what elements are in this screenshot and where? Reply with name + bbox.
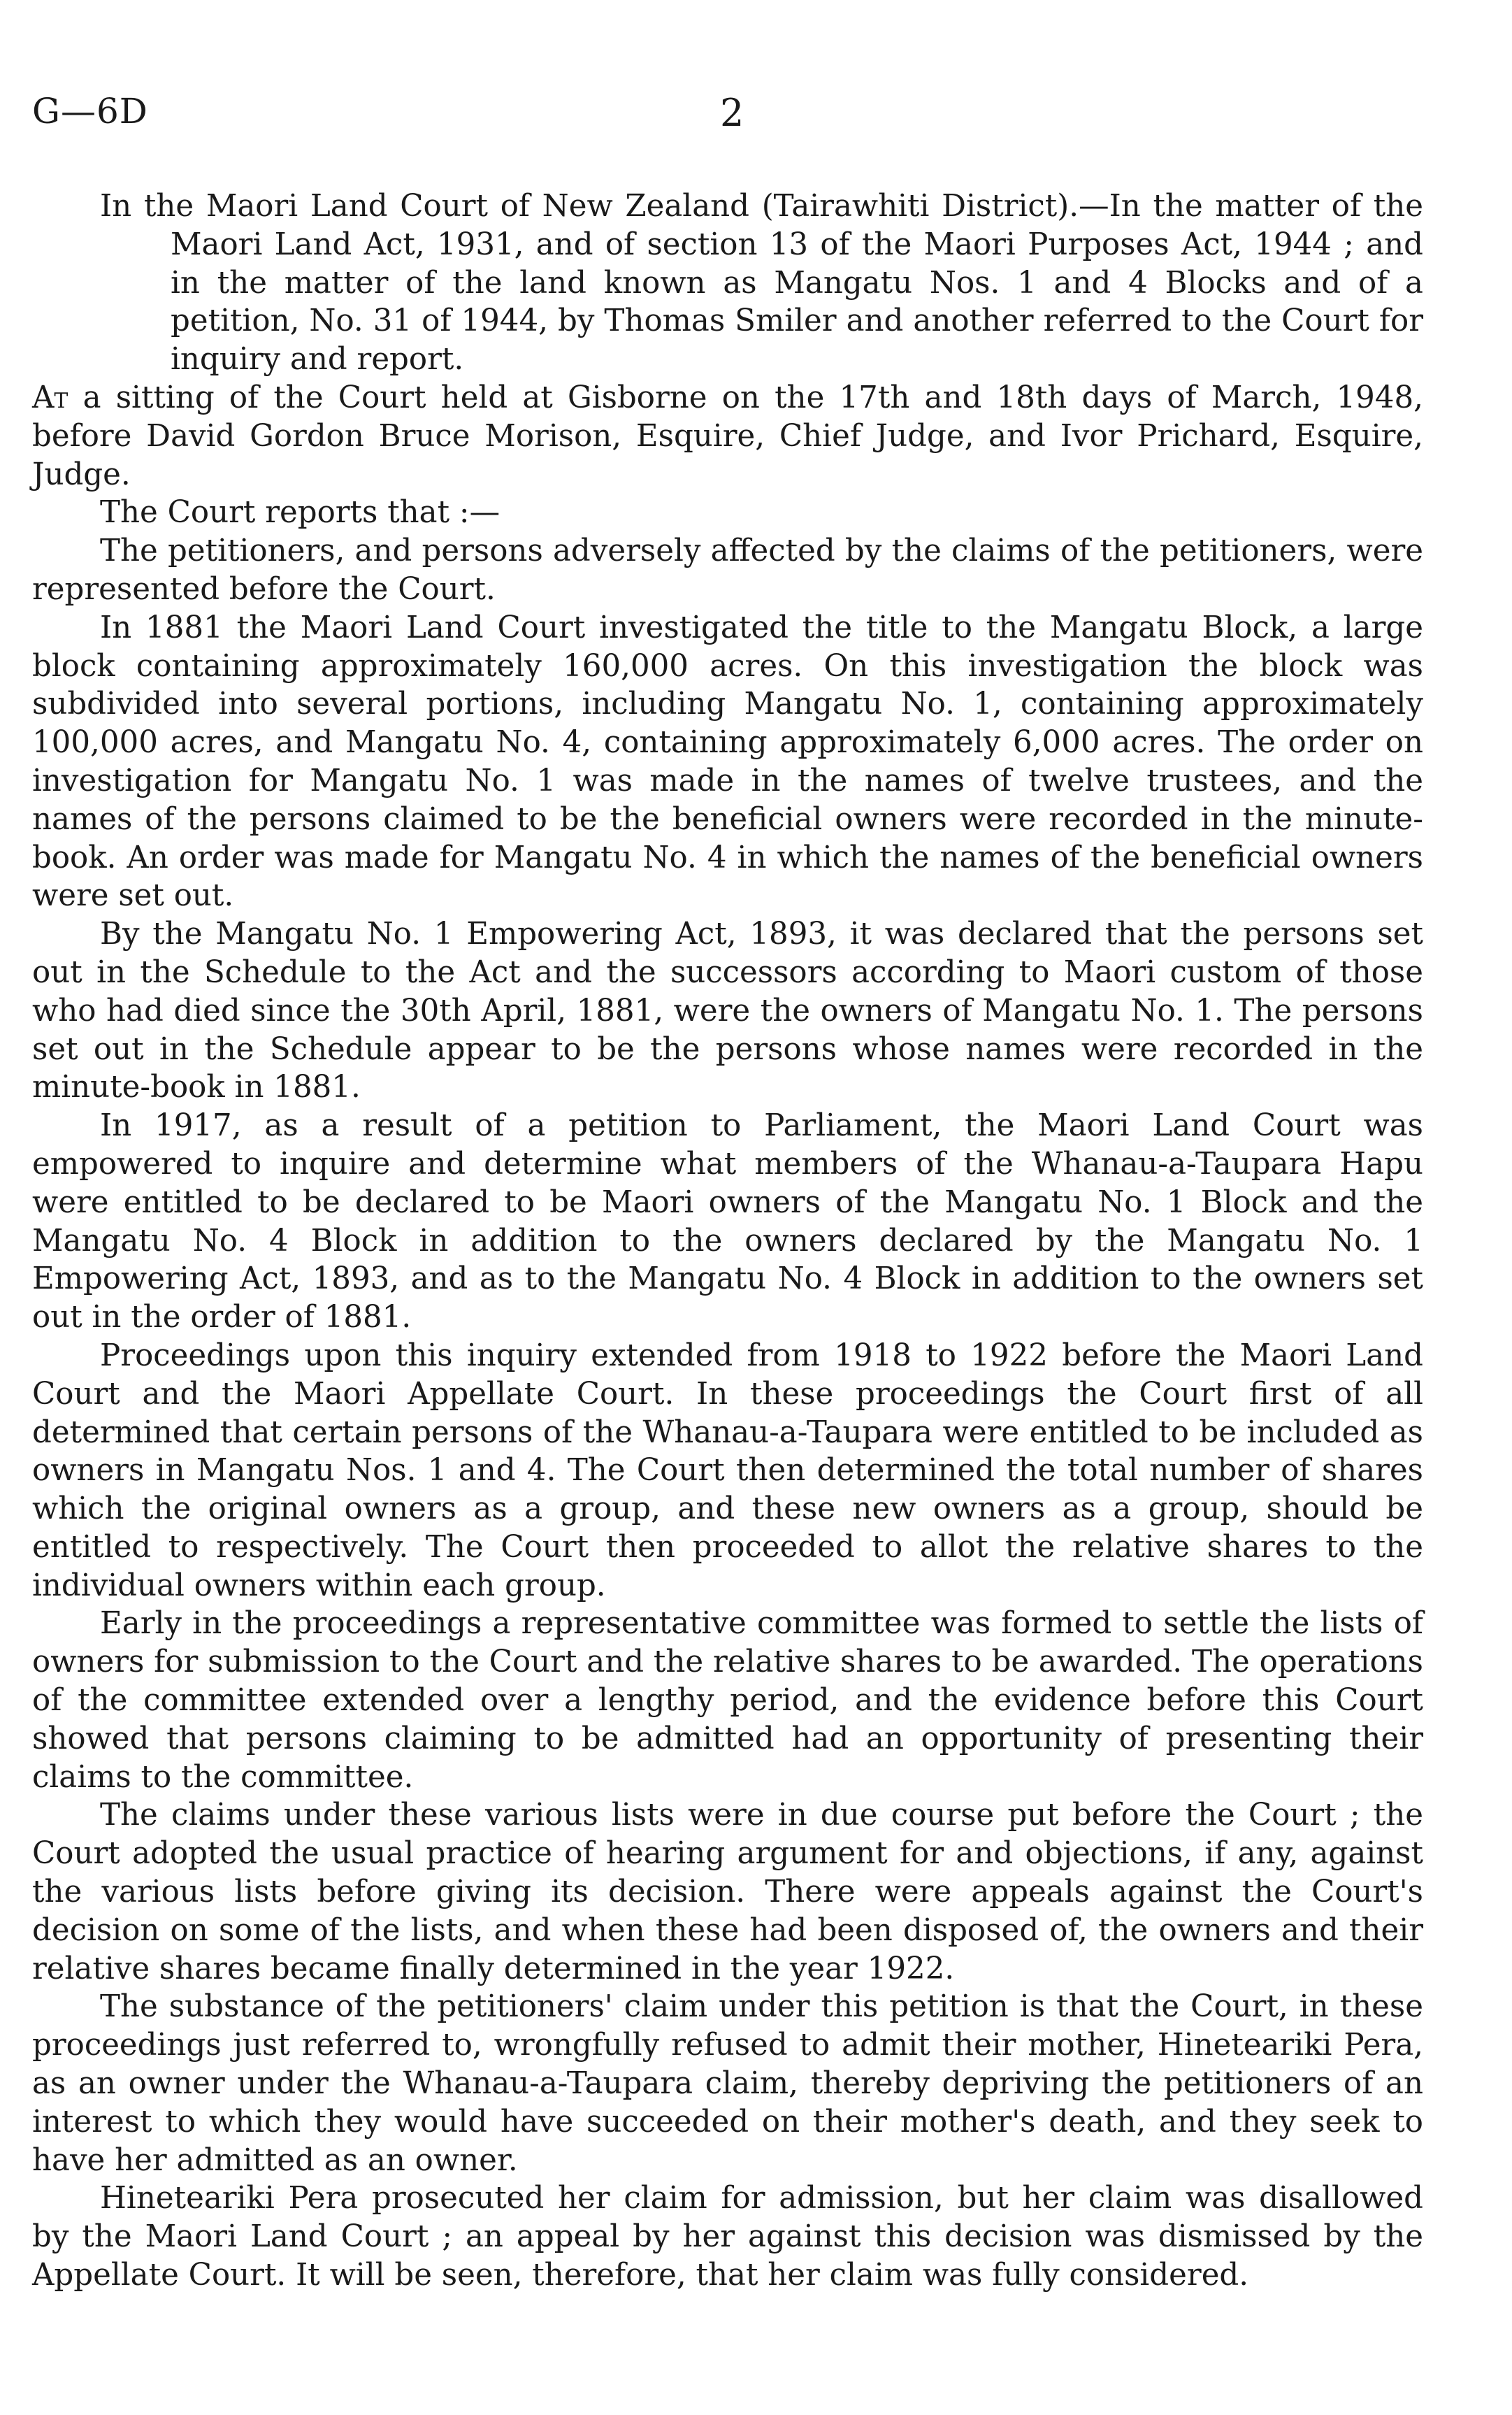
document-reference: G—6D <box>32 91 148 131</box>
case-caption: In the Maori Land Court of New Zealand (Tairawhiti District).—In the matter of the Maori Land Act, 1931, and of section 13 of the Maori Purposes Act, 1944 ; and in the matter of the land known as Mangatu Nos. 1 and 4 Blocks and of a petition, No. 31 of 1944, by Thomas Smiler and another referred to the Court for inquiry and report. <box>100 189 1423 378</box>
sitting-paragraph <box>32 379 1423 494</box>
paragraph-hineteariki-claim: Hineteariki Pera prosecuted her claim for admission, but her claim was disallowed by the Maori Land Court ; an appeal by her against this decision was dismissed by the Appellate Court. It will be seen, therefore, that her claim was fully considered. <box>32 2181 1423 2293</box>
page-number: 2 <box>720 91 744 135</box>
paragraph-1917-petition: In 1917, as a result of a petition to Parliament, the Maori Land Court was empowered to inquire and determine what members of the Whanau-a-Taupara Hapu were entitled to be declared to be Maori owners of the Mangatu No. 1 Block and the Mangatu No. 4 Block in addition to the owners declared by the Mangatu No. 1 Empowering Act, 1893, and as to the Mangatu No. 4 Block in addition to the owners set out in the order of 1881. <box>32 1108 1423 1335</box>
paragraph-1881-investigation: In 1881 the Maori Land Court investigated the title to the Mangatu Block, a large block containing approximately 160,000 acres. On this investigation the block was subdivided into several portions, including Mangatu No. 1, containing approximately 100,000 acres, and Mangatu No. 4, containing approximately 6,000 acres. The order on investigation for Mangatu No. 1 was made in the names of twelve trustees, and the names of the persons claimed to be the beneficial owners were recorded in the minute-book. An order was made for Mangatu No. 4 in which the names of the beneficial owners were set out. <box>32 610 1423 914</box>
paragraph-claims-lists: The claims under these various lists were in due course put before the Court ; the Court adopted the usual practice of hearing argument for and objections, if any, against the various lists before giving its decision. There were appeals against the Court's decision on some of the lists, and when these had been disposed of, the owners and their relative shares became finally determined in the year 1922. <box>32 1798 1423 1986</box>
sitting-lead-word: At <box>32 380 69 415</box>
paragraph-petitioners-claim: The substance of the petitioners' claim under this petition is that the Court, in these proceedings just referred to, wrongfully refused to admit their mother, Hineteariki Pera, as an owner under the Whanau-a-Taupara claim, thereby depriving the petitioners of an interest to which they would have succeeded on their mother's death, and they seek to have her admitted as an owner. <box>32 1989 1423 2178</box>
paragraph-empowering-act: By the Mangatu No. 1 Empowering Act, 1893, it was declared that the persons set out in the Schedule to the Act and the successors according to Maori custom of those who had died since the 30th April, 1881, were the owners of Mangatu No. 1. The persons set out in the Schedule appear to be the persons whose names were recorded in the minute-book in 1881. <box>32 917 1423 1105</box>
paragraph-committee: Early in the proceedings a representative committee was formed to settle the lists of owners for submission to the Court and the relative shares to be awarded. The operations of the committee extended over a lengthy period, and the evidence before this Court showed that persons claiming to be admitted had an opportunity of presenting their claims to the committee. <box>32 1606 1423 1795</box>
paragraph-proceedings: Proceedings upon this inquiry extended from 1918 to 1922 before the Maori Land Court and the Maori Appellate Court. In these proceedings the Court first of all determined that certain persons of the Whanau-a-Taupara were entitled to be included as owners in Mangatu Nos. 1 and 4. The Court then determined the total number of shares which the original owners as a group, and these new owners as a group, should be entitled to respectively. The Court then proceeded to allot the relative shares to the individual owners within each group. <box>32 1338 1423 1603</box>
paragraph-representation: The petitioners, and persons adversely affected by the claims of the petitioners, were represented before the Court. <box>32 533 1423 607</box>
body-text <box>32 187 1423 2295</box>
sitting-text: a sitting of the Court held at Gisborne on the 17th and 18th days of March, 1948, before David Gordon Bruce Morison, Esquire, Chief Judge, and Ivor Prichard, Esquire, Judge. <box>32 380 1423 492</box>
page-header <box>0 91 1512 147</box>
paragraph-court-reports: The Court reports that :— <box>100 495 501 531</box>
